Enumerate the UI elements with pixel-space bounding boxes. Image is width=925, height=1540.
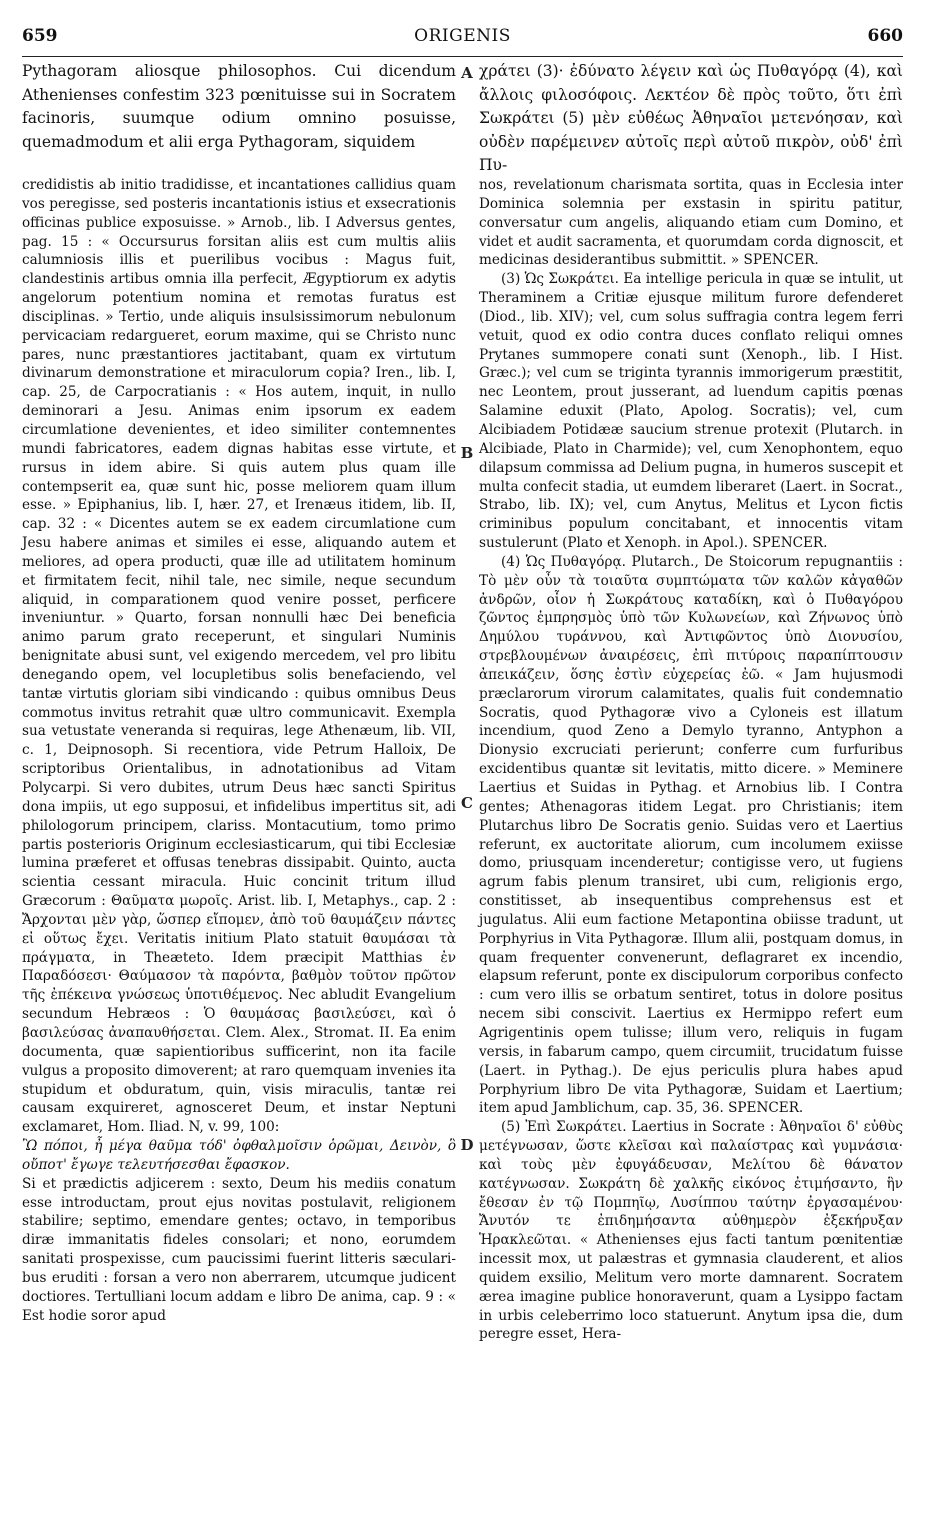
margin-letter-b: B: [460, 444, 474, 462]
margin-letter-a: A: [461, 64, 473, 82]
main-text-right-paragraph: χράτει (3)· ἐδύνατο λέγειν καὶ ὡς Πυθαγόρᾳ (4), καὶ ἄλλοις φιλοσόφοις. Λεκτέον δὲ πρὸς τοῦτο, ὅτι ἐπὶ Σωκράτει (5) μὲν εὐθέως Ἀθηναῖοι μετενόησαν, καὶ οὐδὲν παρέμεινεν αὐτοῖς περὶ αὐτοῦ πικρὸν, οὐδ' ἐπὶ Πυ-: [479, 62, 903, 174]
footnote-4: (4) Ὡς Πυθαγόρᾳ. Plutarch., De Stoicorum repugnantiis : Τὸ μὲν οὖν τὰ τοιαῦτα συμπτώματα τῶν καλῶν κἀγαθῶν ἀνδρῶν, οἷον ἡ Σωκράτους καταδίκη, καὶ ὁ Πυθαγόρου ζῶντος ἐμπρησμὸς ὑπὸ τῶν Κυλωνείων, καὶ Ζήνωνος ὑπὸ Δημύλου τυράννου, καὶ Ἀντιφῶντος ὑπὸ Διονυσίου, στρεβλουμένων ἀναιρέσεις, ἐπὶ πιτύροις παραπίπτουσιν ἀπεικάζειν, ὅσης ἐστὶν εὐχερείας ἐῶ. « Jam hujusmodi præclarorum virorum calamitates, qualis fuit condemnatio Socratis, quod Pythagoræ vivo a Cyloneis est illatum incendium, quod Zeno a Demylo tyranno, Antyphon a Dionysio excruciati perierunt; conferre cum furfuribus excidentibus quantæ sit levitatis, mitto dicere. » Meminere Laertius et Suidas in Pythag. et Arnobius lib. I Contra gentes; Athenagoras itidem Legat. pro Christianis; item Plutarchus libro De Socratis genio. Suidas vero et Laertius referunt, ex auctoritate aliorum, cum incolumem exiisse domo, priusquam incenderetur; contigisse vero, ut fugiens agrum fabis plenum transiret, ubi cum, religionis ergo, constitisset, ab insequentibus comprehensus est et jugulatus. Alii eum factione Metapontina obiisse tradunt, ut Porphyrius in Vita Pythagoræ. Illum alii, postquam domus, in quam frequenter convenerunt, deflagraret ex incendio, elapsum referunt, ponte ex discipulorum corporibus confecto : cum vero illis se orbatum sentiret, totus in dolore positus necem sibi conscivit. Laertius ex Hermippo refert eum Agrigentinis opem tulisse; illum vero, reliquis in fugam versis, in fabarum campo, quem circumiit, trucidatum fuisse (Laert. in Pythag.). De ejus periculis plura habes apud Porphyrium libro De vita Pythagoræ, Suidam et Laertium; item apud Jamblichum, cap. 35, 36. SPENCER.: [479, 553, 903, 1117]
main-text-left-paragraph: Pythagoram aliosque philosophos. Cui dicendum Athenienses confestim 323 pœnituisse sui in Socratem facinoris, suumque odium omnino posuisse, quemadmodum et alii erga Pythagoram, siquidem: [22, 62, 456, 151]
main-text-right: [479, 60, 903, 174]
page-number-left: 659: [22, 26, 58, 46]
main-text-left: [22, 60, 456, 168]
header-rule: [22, 56, 903, 57]
margin-letter-c: C: [461, 794, 473, 812]
footnote-5: (5) Ἐπὶ Σωκράτει. Laertius in Socrate : Ἀθηναῖοι δ' εὐθὺς μετέγνωσαν, ὥστε κλεῖσαι καὶ παλαίστρας καὶ γυμνάσια· καὶ τοὺς μὲν ἐφυγάδευσαν, Μελίτου δὲ θάνατον κατέγνωσαν. Σωκράτη δὲ χαλκῆς εἰκόνος ἐτιμήσαντο, ἣν ἔθεσαν ἐν τῷ Πομπηῖῳ, Λυσίππου ταύτην ἐργασαμένου· Ἄνυτόν τε ἐπιδημήσαντα αὐθημερὸν ἐξεκήρυξαν Ἡρακλεῶται. « Athenienses ejus facti tantum pœnitentiæ incessit mox, ut palæstras et gymnasia clauderent, et alios quidem exsilio, Melitum vero morte damnarent. Socratem ærea imagine publice honoraverunt, quam a Lysippo factam in urbis celeberrimo loco statuerunt. Anytum ipsa die, dum peregre esset, Hera-: [479, 1119, 903, 1343]
footnote-left-paragraph: credidistis ab initio tradidisse, et incantationes callidius quam vos peregisse, sed posteris incantationis istius et exsecrationis officinas publice exposuisse. » Arnob., lib. I Adversus gentes, pag. 15 : « Occursurus forsitan aliis est cum multis aliis calumniosis illis et puerilibus vocibus : Magus fuit, clandestinis artibus omnia illa perfecit, Ægyptiorum ex adytis angelorum potentium nomina et remotas furatus est disciplinas. » Tertio, unde aliquis insulsissimorum nebulonum pervicaciam redargueret, eorum maxime, qui se Christo nunc pares, nunc præstantiores jactitabant, quam ex virtutum divinarum demonstratione et miraculorum copia? Iren., lib. I, cap. 25, de Carpocratianis : « Hos autem, inquit, in nullo deminorari a Jesu. Animas enim ipsorum ex eadem circumlatione devenientes, et ideo similiter contemnentes mundi fabricatores, eadem dignas habitas esse virtute, et rursus in idem abire. Si quis autem plus quam ille contempserit ea, quæ sunt hic, posse meliorem quam illum esse. » Epiphanius, lib. I, hær. 27, et Irenæus itidem, lib. II, cap. 32 : « Dicentes autem se ex eadem circumlatione cum Jesu habere animas et similes ei esse, aliquando autem et meliores, ad opera producti, quæ ille ad utilitatem hominum et firmitatem fecit, nihil tale, nec simile, neque secundum aliquid, in comparationem quod venire posset, perficere inveniuntur. » Quarto, forsan nonnulli hæc Dei beneficia animo parum grato receperunt, et singulari Numinis benignitate abusi sunt, vel exigendo mercedem, vel pro libitu denegando opem, vel locupletibus solis benefaciendo, vel tantæ virtutis gloriam sibi vindicando : quibus omnibus Deus commotus invitus retrahit quæ ultro communicavit. Exempla sua vetustate veneranda si requiras, lege Athenæum, lib. VII, c. 1, Deipnosoph. Si recentiora, vide Petrum Halloix, De scriptoribus Orientalibus, in adnotationibus ad Vitam Polycarpi. Si vero dubites, utrum Deus hæc sancti Spiritus dona impiis, ut ego supposui, et infidelibus impertitus sit, adi philologorum principem, clariss. Montacutium, tomo primo partis posterioris Originum ecclesiasticarum, qui tibi Ecclesiæ lumina præferet et offusas tenebras dissipabit. Quinto, aucta scientia cessant miracula. Huic concinit tritum illud Græcorum : Θαῦματα μωροῖς. Arist. lib. I, Metaphys., cap. 2 : Ἄρχονται μὲν γὰρ, ὥσπερ εἴπομεν, ἀπὸ τοῦ θαυμάζειν πάντες εἰ οὕτως ἔχει. Veritatis initium Plato statuit θαυμάσαι τὰ πράγματα, in Theæteto. Idem præcipit Matthias ἐν Παραδόσεσι· Θαύμασον τὰ παρόντα, βαθμὸν τοῦτον πρῶτον τῆς ἐπέκεινα γνώσεως ὑποτιθέμενος. Nec abludit Evangelium secundum Hebræos : Ὁ θαυμάσας βασιλεύσει, καὶ ὁ βασιλεύσας ἀναπαυθήσεται. Clem. Alex., Stromat. II. Ea enim documenta, quæ sapientioribus sufficerint, non ita facile vulgus a proposito dimoverent; at raro quemquam invenies ita stupidum et obduratum, quin, visis miraculis, tantæ rei causam exquireret, agnosceret Deum, et instar Neptuni exclamaret, Hom. Iliad. N, v. 99, 100:: [22, 177, 456, 1136]
page-number-right: 660: [867, 26, 903, 46]
footnotes-left: [22, 176, 456, 1516]
running-title: ORIGENIS: [414, 26, 511, 46]
footnote-right-paragraph: nos, revelationum charismata sortita, quas in Ecclesia inter Dominica solemnia per exstasin in spiritu patitur, conversatur cum angelis, aliquando etiam cum Domino, et videt et audit sacramenta, et quorumdam corda dignoscit, et medicinas desiderantibus submittit. » SPENCER.: [479, 177, 903, 269]
footnote-left-paragraph: Si et prædictis adjicerem : sexto, Deum his mediis conatum esse introductam, prout ejus novitas postulavit, religionem stabilire; septimo, emendare gentes; octavo, in temporibus diræ immanitatis fideles consolari; et nono, eorumdem sanitati prospexisse, cum paucissimi fuerint litteris sæculari-bus eruditi : forsan a vero non aberrarem, utcumque judicent doctiores. Tertulliani locum addam e libro De anima, cap. 9 : « Est hodie soror apud: [22, 1175, 456, 1324]
footnote-3: (3) Ὡς Σωκράτει. Ea intellige pericula in quæ se intulit, ut Theraminem a Critiæ ejusque militum furore defenderet (Diod., lib. XIV); vel, cum solus suffragia contra legem ferri vetuit, quod ex odio contra duces conflato reliqui omnes Prytanes summopere conati sunt (Xenoph., lib. I Hist. Græc.); vel cum se triginta tyrannis immorigerum præstitit, nec Leontem, prout jusserant, ad luendum capitis pœnas Salamine eduxit (Plato, Apolog. Socratis); vel, cum Alcibiadem Potidææ saucium strenue protexit (Plutarch. in Alcibiade, Plato in Charmide); vel, cum Xenophontem, equo dilapsum commissa ad Delium pugna, in humeros suscepit et multa confecit stadia, ut eumdem liberaret (Laert. in Socrat., Strabo, lib. IX); vel, cum Anytus, Melitus et Lycon fictis criminibus populum concitabant, et innocentis vitam sustulerunt (Plato et Xenoph. in Apol.). SPENCER.: [479, 271, 903, 552]
margin-letter-d: D: [460, 1136, 474, 1154]
footnotes-right: [479, 176, 903, 1516]
homer-quotation: Ὢ πόποι, ἦ μέγα θαῦμα τόδ' ὀφθαλμοῖσιν ὁρῶμαι, Δεινὸν, ὃ οὔποτ' ἔγωγε τελευτήσεσθαι ἔφασκον.: [22, 1138, 456, 1173]
running-header: [22, 20, 903, 48]
